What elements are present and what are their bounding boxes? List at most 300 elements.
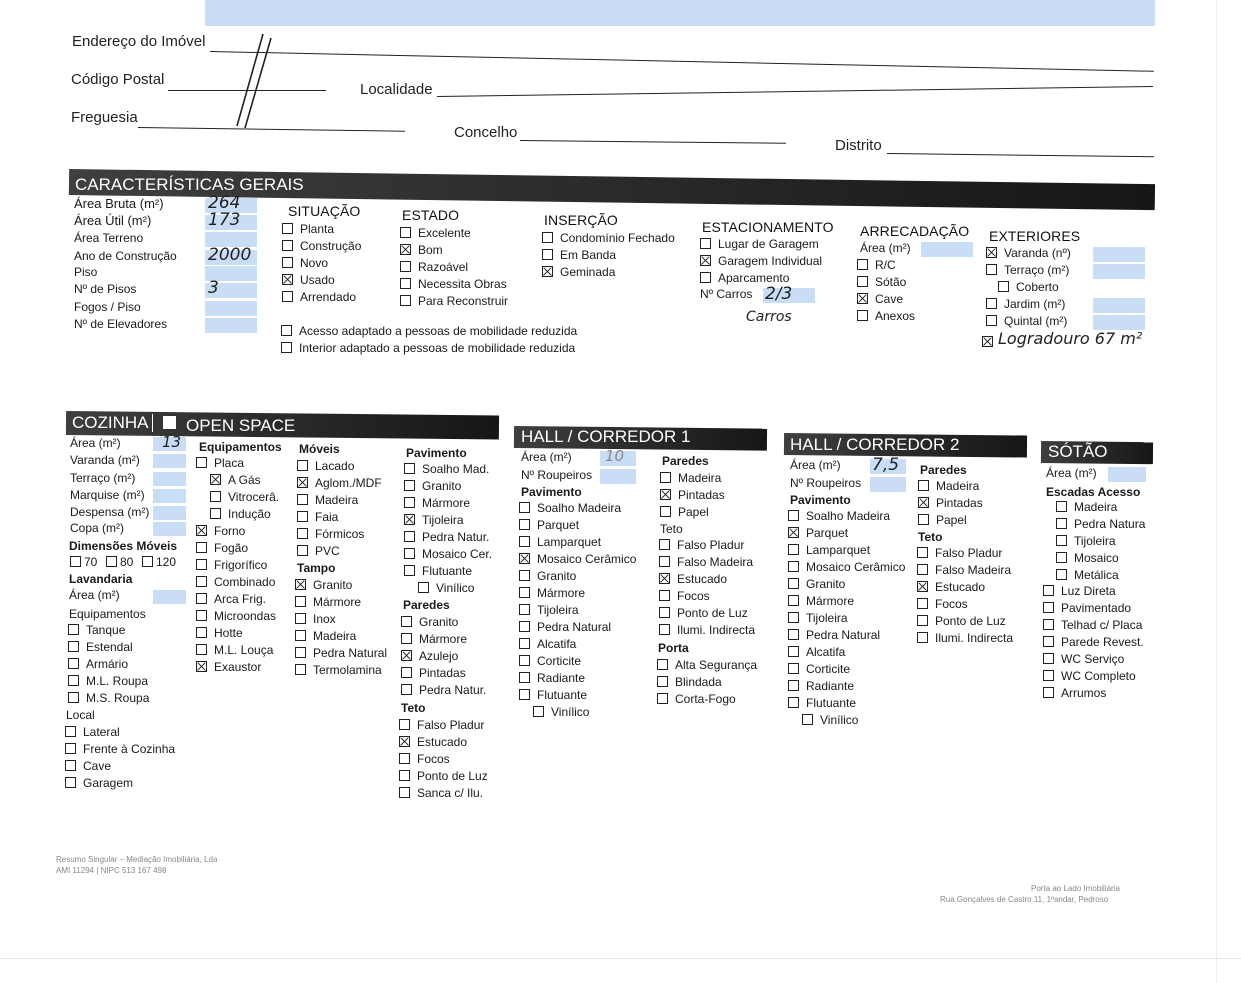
equipamentos-arca-frig-checkbox[interactable]: [196, 593, 207, 604]
sotao-telhad-c-placa-checkbox[interactable]: [1043, 619, 1054, 630]
field-area-util-m-value: 173: [208, 210, 241, 230]
situacao-arrendado-label: Arrendado: [300, 290, 357, 304]
hall1-roupeiros-input[interactable]: [600, 469, 636, 484]
hall2-pavimento-tijoleira-checkbox[interactable]: [788, 612, 799, 623]
hall2-teto-focos-checkbox[interactable]: [917, 598, 928, 609]
moveis-pvc-checkbox[interactable]: [297, 545, 308, 556]
estado-bom-checkbox[interactable]: [400, 244, 411, 255]
cozinha-paredes-azulejo-label: Azulejo: [419, 649, 459, 663]
hall2-pavimento-alcatifa-label: Alcatifa: [806, 645, 846, 659]
hall1-teto-falso-madeira-checkbox[interactable]: [659, 556, 670, 567]
hall1-pavimento-radiante-checkbox[interactable]: [519, 672, 530, 683]
exteriores-varanda-n-checkbox[interactable]: [986, 247, 997, 258]
sotao-parede-revest-checkbox[interactable]: [1043, 636, 1054, 647]
hall2-pavimento-radiante-label: Radiante: [806, 679, 855, 693]
lavandaria-equip-title: Equipamentos: [69, 607, 146, 621]
hall2-teto-ponto-de-luz-label: Ponto de Luz: [935, 614, 1006, 628]
arrecadacao-title: ARRECADAÇÃO: [860, 223, 970, 239]
hall1-pavimento-tijoleira-checkbox[interactable]: [519, 604, 530, 615]
tampo-termolamina-label: Termolamina: [313, 663, 382, 677]
hall1-porta-alta-seguranca-checkbox[interactable]: [657, 659, 668, 670]
arrecadacao-cave-label: Cave: [875, 292, 904, 306]
tampo-marmore-checkbox[interactable]: [295, 596, 306, 607]
cozinha-pavimento-pedra-natur-checkbox[interactable]: [404, 531, 415, 542]
hall2-roupeiros-input[interactable]: [870, 477, 906, 492]
cozinha-varanda-m-label: Varanda (m²): [70, 453, 140, 467]
cozinha-pavimento-vinilico-checkbox[interactable]: [418, 582, 429, 593]
hall1-pavimento-corticite-label: Corticite: [537, 654, 582, 668]
hall1-area-label: Área (m²): [521, 450, 572, 464]
hall1-teto-ilumi-indirecta-label: Ilumi. Indirecta: [677, 623, 756, 637]
hall2-pavimento-tijoleira-label: Tijoleira: [806, 611, 848, 625]
field-area-bruta-m-label: Área Bruta (m²): [74, 196, 164, 211]
situacao-construcao-label: Construção: [300, 239, 362, 253]
equipamentos-frigorifico-label: Frigorífico: [214, 558, 268, 572]
equipamentos-a-gas-label: A Gás: [228, 473, 261, 487]
arrecadacao-anexos-checkbox[interactable]: [857, 310, 868, 321]
hall1-pavimento-parquet-checkbox[interactable]: [519, 519, 530, 530]
acesso-1-checkbox[interactable]: [281, 342, 292, 353]
logradouro-checkbox[interactable]: [982, 336, 993, 347]
estado-excelente-label: Excelente: [418, 226, 471, 240]
equipamentos-hotte-checkbox[interactable]: [196, 627, 207, 638]
equipamentos-fogao-checkbox[interactable]: [196, 542, 207, 553]
hall2-paredes-pintadas-checkbox[interactable]: [918, 497, 929, 508]
sotao-telhad-c-placa-label: Telhad c/ Placa: [1061, 618, 1143, 632]
top-blue-band: [205, 0, 1155, 26]
hall2-pavimento-granito-checkbox[interactable]: [788, 578, 799, 589]
hall1-porta-corta-fogo-label: Corta-Fogo: [675, 692, 736, 706]
footer-ami: AMI 11294 | NIPC 513 167 498: [56, 866, 167, 875]
cozinha-paredes-pintadas-label: Pintadas: [419, 666, 466, 680]
sotao-arrumos-checkbox[interactable]: [1043, 687, 1054, 698]
escadas-pedra-natura-label: Pedra Natura: [1074, 517, 1146, 531]
hall1-porta-blindada-label: Blindada: [675, 675, 722, 689]
cozinha-pavimento-mosaico-cer-checkbox[interactable]: [404, 548, 415, 559]
hall2-pavimento-corticite-checkbox[interactable]: [788, 663, 799, 674]
situacao-planta-checkbox[interactable]: [282, 223, 293, 234]
sotao-pavimentado-label: Pavimentado: [1061, 601, 1132, 615]
moveis-faia-checkbox[interactable]: [297, 511, 308, 522]
lavandaria-area-input[interactable]: [153, 590, 186, 604]
equipamentos-a-gas-checkbox[interactable]: [210, 474, 221, 485]
lavandaria-m-l-roupa-checkbox[interactable]: [68, 675, 79, 686]
escadas-metalica-label: Metálica: [1074, 568, 1119, 582]
estacionamento-garagem-individual-label: Garagem Individual: [718, 254, 823, 268]
hall1-pavimento-mosaico-ceramico-checkbox[interactable]: [519, 553, 530, 564]
hall1-pavimento-alcatifa-checkbox[interactable]: [519, 638, 530, 649]
lavandaria-m-s-roupa-label: M.S. Roupa: [86, 691, 150, 705]
escadas-madeira-checkbox[interactable]: [1056, 501, 1067, 512]
cozinha-pavimento-granito-checkbox[interactable]: [404, 480, 415, 491]
equipamentos-m-l-louca-label: M.L. Louça: [214, 643, 274, 657]
situacao-novo-label: Novo: [300, 256, 329, 270]
equipamentos-exaustor-checkbox[interactable]: [196, 661, 207, 672]
handwritten-strike-marks: [225, 30, 275, 130]
hall1-teto-estucado-label: Estucado: [677, 572, 728, 586]
cozinha-terraco-m-input[interactable]: [153, 472, 186, 486]
open-space-label: OPEN SPACE: [186, 416, 296, 435]
hall2-paredes-madeira-label: Madeira: [936, 479, 980, 493]
hall1-teto-ilumi-indirecta-checkbox[interactable]: [659, 624, 670, 635]
situacao-novo-checkbox[interactable]: [282, 257, 293, 268]
cozinha-paredes-pintadas-checkbox[interactable]: [401, 667, 412, 678]
cozinha-teto-falso-pladur-label: Falso Pladur: [417, 718, 485, 732]
situacao-construcao-checkbox[interactable]: [282, 240, 293, 251]
insercao-em-banda-checkbox[interactable]: [542, 249, 553, 260]
cozinha-despensa-m-input[interactable]: [153, 506, 186, 520]
local-title: Local: [66, 708, 95, 722]
hall1-pavimento-vinilico-checkbox[interactable]: [533, 706, 544, 717]
hall1-pavimento-lamparquet-checkbox[interactable]: [519, 536, 530, 547]
equipamentos-combinado-checkbox[interactable]: [196, 576, 207, 587]
tampo-madeira-checkbox[interactable]: [295, 630, 306, 641]
hall1-paredes-pintadas-checkbox[interactable]: [660, 489, 671, 500]
equipamentos-fogao-label: Fogão: [214, 541, 249, 555]
cozinha-paredes-azulejo-checkbox[interactable]: [401, 650, 412, 661]
estado-excelente-checkbox[interactable]: [400, 227, 411, 238]
sotao-luz-direta-checkbox[interactable]: [1043, 585, 1054, 596]
sotao-pavimentado-checkbox[interactable]: [1043, 602, 1054, 613]
hall2-pavimento-alcatifa-checkbox[interactable]: [788, 646, 799, 657]
hall1-teto-falso-pladur-checkbox[interactable]: [659, 539, 670, 550]
cozinha-varanda-m-input[interactable]: [153, 454, 186, 468]
estado-para-reconstruir-checkbox[interactable]: [400, 295, 411, 306]
equipamentos-vitrocera-checkbox[interactable]: [210, 491, 221, 502]
right-edge-shadow: [1216, 0, 1217, 983]
field-piso-label: Piso: [74, 265, 98, 279]
hall2-paredes-title: Paredes: [920, 463, 967, 477]
sotao-wc-completo-checkbox[interactable]: [1043, 670, 1054, 681]
cozinha-paredes-marmore-checkbox[interactable]: [401, 633, 412, 644]
hall2-teto-ponto-de-luz-checkbox[interactable]: [917, 615, 928, 626]
hall2-pavimento-marmore-label: Mármore: [806, 594, 855, 608]
arrecadacao-r-c-checkbox[interactable]: [857, 259, 868, 270]
equipamentos-placa-label: Placa: [214, 456, 245, 470]
local-cave-checkbox[interactable]: [65, 760, 76, 771]
hall2-paredes-papel-checkbox[interactable]: [918, 514, 929, 525]
hall2-pavimento-marmore-checkbox[interactable]: [788, 595, 799, 606]
arrecadacao-cave-checkbox[interactable]: [857, 293, 868, 304]
situacao-usado-label: Usado: [300, 273, 335, 287]
hall1-porta-corta-fogo-checkbox[interactable]: [657, 693, 668, 704]
field-n-de-elevadores-input[interactable]: [205, 318, 257, 333]
exteriores-terraco-m-input[interactable]: [1093, 264, 1145, 279]
moveis-madeira-label: Madeira: [315, 493, 359, 507]
dimensoes-80-checkbox[interactable]: [106, 556, 117, 567]
estado-necessita-obras-checkbox[interactable]: [400, 278, 411, 289]
hall2-pavimento-soalho-madeira-label: Soalho Madeira: [806, 509, 891, 523]
hall1-teto-title: Teto: [660, 522, 683, 536]
insercao-condominio-fechado-checkbox[interactable]: [542, 232, 553, 243]
hall1-paredes-pintadas-label: Pintadas: [678, 488, 725, 502]
exteriores-jardim-m-input[interactable]: [1093, 298, 1145, 313]
equipamentos-placa-checkbox[interactable]: [196, 457, 207, 468]
situacao-usado-checkbox[interactable]: [282, 274, 293, 285]
moveis-pvc-label: PVC: [315, 544, 340, 558]
hall1-pavimento-lamparquet-label: Lamparquet: [537, 535, 602, 549]
exteriores-jardim-m-checkbox[interactable]: [986, 298, 997, 309]
equipamentos-forno-checkbox[interactable]: [196, 525, 207, 536]
local-garagem-checkbox[interactable]: [65, 777, 76, 788]
field-ano-de-construcao-label: Ano de Construção: [74, 249, 177, 263]
hall1-pavimento-flutuante-checkbox[interactable]: [519, 689, 530, 700]
escadas-tijoleira-checkbox[interactable]: [1056, 535, 1067, 546]
moveis-formicos-checkbox[interactable]: [297, 528, 308, 539]
field-ano-de-construcao-value: 2000: [208, 245, 252, 265]
lavandaria-tanque-label: Tanque: [86, 623, 126, 637]
cozinha-paredes-granito-label: Granito: [419, 615, 459, 629]
lavandaria-m-s-roupa-checkbox[interactable]: [68, 692, 79, 703]
exteriores-terraco-m-label: Terraço (m²): [1004, 263, 1070, 277]
hall2-pavimento-vinilico-checkbox[interactable]: [802, 714, 813, 725]
sotao-area-label: Área (m²): [1046, 466, 1097, 480]
exteriores-quintal-m-checkbox[interactable]: [986, 315, 997, 326]
hall1-pavimento-pedra-natural-checkbox[interactable]: [519, 621, 530, 632]
escadas-madeira-label: Madeira: [1074, 500, 1118, 514]
hall2-area-label: Área (m²): [790, 458, 841, 472]
cozinha-teto-sanca-c-ilu-checkbox[interactable]: [399, 787, 410, 798]
hall1-pavimento-marmore-checkbox[interactable]: [519, 587, 530, 598]
equipamentos-inducao-checkbox[interactable]: [210, 508, 221, 519]
localidade-line[interactable]: [437, 86, 1153, 97]
hall1-teto-falso-madeira-label: Falso Madeira: [677, 555, 754, 569]
exteriores-quintal-m-input[interactable]: [1093, 315, 1145, 330]
sotao-area-input[interactable]: [1108, 467, 1146, 482]
cozinha-paredes-pedra-natur-label: Pedra Natur.: [419, 683, 487, 697]
tampo-inox-checkbox[interactable]: [295, 613, 306, 624]
field-fogos-piso-label: Fogos / Piso: [74, 300, 141, 314]
lavandaria-tanque-checkbox[interactable]: [68, 624, 79, 635]
equipamentos-frigorifico-checkbox[interactable]: [196, 559, 207, 570]
hall2-teto-ilumi-indirecta-label: Ilumi. Indirecta: [935, 631, 1014, 645]
exteriores-coberto-checkbox[interactable]: [998, 281, 1009, 292]
bottom-edge-shadow: [0, 958, 1241, 959]
field-fogos-piso-input[interactable]: [205, 301, 257, 316]
tampo-title: Tampo: [297, 561, 336, 575]
hall2-pavimento-pedra-natural-label: Pedra Natural: [806, 628, 881, 642]
estacionamento-aparcamento-label: Aparcamento: [718, 271, 790, 285]
hall2-pavimento-mosaico-ceramico-label: Mosaico Cerâmico: [806, 560, 906, 574]
open-space-checkbox[interactable]: [163, 416, 176, 429]
escadas-mosaico-checkbox[interactable]: [1056, 552, 1067, 563]
hall2-pavimento-vinilico-label: Vinílico: [820, 713, 859, 727]
cozinha-paredes-pedra-natur-checkbox[interactable]: [401, 684, 412, 695]
hall1-porta-blindada-checkbox[interactable]: [657, 676, 668, 687]
hall1-title: HALL / CORREDOR 1: [521, 427, 691, 446]
estado-para-reconstruir-label: Para Reconstruir: [418, 294, 509, 308]
hall2-paredes-madeira-checkbox[interactable]: [918, 480, 929, 491]
sotao-luz-direta-label: Luz Direta: [1061, 584, 1116, 598]
moveis-madeira-checkbox[interactable]: [297, 494, 308, 505]
moveis-formicos-label: Fórmicos: [315, 527, 365, 541]
dimensoes-title: Dimensões Móveis: [69, 539, 178, 553]
hall2-pavimento-parquet-checkbox[interactable]: [788, 527, 799, 538]
hall2-pavimento-soalho-madeira-checkbox[interactable]: [788, 510, 799, 521]
cozinha-pavimento-title: Pavimento: [406, 446, 467, 460]
escadas-metalica-checkbox[interactable]: [1056, 569, 1067, 580]
exteriores-coberto-label: Coberto: [1016, 280, 1059, 294]
cozinha-pavimento-flutuante-checkbox[interactable]: [404, 565, 415, 576]
exteriores-title: EXTERIORES: [989, 228, 1081, 244]
arrecadacao-sotao-checkbox[interactable]: [857, 276, 868, 287]
tampo-madeira-label: Madeira: [313, 629, 357, 643]
cozinha-marquise-m-input[interactable]: [153, 489, 186, 503]
estado-razoavel-checkbox[interactable]: [400, 261, 411, 272]
sotao-parede-revest-label: Parede Revest.: [1061, 635, 1144, 649]
hall1-paredes-madeira-checkbox[interactable]: [660, 472, 671, 483]
hall1-pavimento-corticite-checkbox[interactable]: [519, 655, 530, 666]
local-lateral-checkbox[interactable]: [65, 726, 76, 737]
equipamentos-combinado-label: Combinado: [214, 575, 276, 589]
hall1-teto-falso-pladur-label: Falso Pladur: [677, 538, 745, 552]
equipamentos-hotte-label: Hotte: [214, 626, 243, 640]
estacionamento-garagem-individual-checkbox[interactable]: [700, 255, 711, 266]
tampo-granito-checkbox[interactable]: [295, 579, 306, 590]
arrecadacao-sotao-label: Sótão: [875, 275, 907, 289]
hall2-teto-estucado-checkbox[interactable]: [917, 581, 928, 592]
arrecadacao-area-input[interactable]: [921, 242, 973, 257]
distrito-line[interactable]: [887, 153, 1154, 157]
estado-bom-label: Bom: [418, 243, 443, 257]
sotao-wc-servico-checkbox[interactable]: [1043, 653, 1054, 664]
equipamentos-m-l-louca-checkbox[interactable]: [196, 644, 207, 655]
concelho-line[interactable]: [520, 140, 786, 144]
hall1-pavimento-granito-label: Granito: [537, 569, 577, 583]
hall2-teto-falso-madeira-checkbox[interactable]: [917, 564, 928, 575]
hall2-roupeiros-label: Nº Roupeiros: [790, 476, 862, 490]
footer-company: Resumo Singular – Mediação Imobiliária, Lda: [56, 855, 218, 864]
tampo-inox-label: Inox: [313, 612, 336, 626]
estacionamento-aparcamento-checkbox[interactable]: [700, 272, 711, 283]
equipamentos-microondas-checkbox[interactable]: [196, 610, 207, 621]
concelho-label: Concelho: [454, 124, 518, 141]
hall1-pavimento-title: Pavimento: [521, 485, 582, 499]
hall2-teto-falso-pladur-checkbox[interactable]: [917, 547, 928, 558]
hall1-pavimento-mosaico-ceramico-label: Mosaico Cerâmico: [537, 552, 637, 566]
escadas-mosaico-label: Mosaico: [1074, 551, 1119, 565]
hall1-paredes-madeira-label: Madeira: [678, 471, 722, 485]
arrecadacao-area-label: Área (m²): [860, 241, 911, 255]
footer-address: Rua Gonçalves de Castro 11, 1ºandar, Pedroso: [940, 895, 1109, 904]
escadas-pedra-natura-checkbox[interactable]: [1056, 518, 1067, 529]
lavandaria-estendal-checkbox[interactable]: [68, 641, 79, 652]
hall1-teto-ponto-de-luz-label: Ponto de Luz: [677, 606, 748, 620]
cozinha-pavimento-tijoleira-checkbox[interactable]: [404, 514, 415, 525]
acesso-0-checkbox[interactable]: [281, 325, 292, 336]
cozinha-pavimento-soalho-mad-checkbox[interactable]: [404, 463, 415, 474]
estado-necessita-obras-label: Necessita Obras: [418, 277, 507, 291]
local-cave-label: Cave: [83, 759, 112, 773]
hall1-pavimento-radiante-label: Radiante: [537, 671, 586, 685]
hall2-teto-ilumi-indirecta-checkbox[interactable]: [917, 632, 928, 643]
localidade-label: Localidade: [360, 81, 433, 98]
endereco-line[interactable]: [210, 51, 1154, 72]
sotao-wc-servico-label: WC Serviço: [1061, 652, 1125, 666]
cozinha-copa-m-label: Copa (m²): [70, 521, 125, 535]
hall1-paredes-title: Paredes: [662, 454, 709, 468]
hall2-pavimento-parquet-label: Parquet: [806, 526, 849, 540]
arrecadacao-r-c-label: R/C: [875, 258, 896, 272]
cozinha-terraco-m-label: Terraço (m²): [70, 471, 136, 485]
hall2-pavimento-mosaico-ceramico-checkbox[interactable]: [788, 561, 799, 572]
moveis-lacado-label: Lacado: [315, 459, 355, 473]
estacionamento-lugar-de-garagem-checkbox[interactable]: [700, 238, 711, 249]
cozinha-paredes-granito-checkbox[interactable]: [401, 616, 412, 627]
dimensoes-70-checkbox[interactable]: [70, 556, 81, 567]
exteriores-varanda-n-label: Varanda (nº): [1004, 246, 1071, 260]
moveis-aglom-mdf-checkbox[interactable]: [297, 477, 308, 488]
hall1-paredes-papel-checkbox[interactable]: [660, 506, 671, 517]
hall2-pavimento-corticite-label: Corticite: [806, 662, 851, 676]
field-n-de-elevadores-label: Nº de Elevadores: [74, 317, 168, 331]
hall2-pavimento-granito-label: Granito: [806, 577, 846, 591]
dimensoes-120-checkbox[interactable]: [142, 556, 153, 567]
freguesia-label: Freguesia: [71, 109, 138, 126]
cozinha-despensa-m-label: Despensa (m²): [70, 505, 150, 519]
hall2-pavimento-radiante-checkbox[interactable]: [788, 680, 799, 691]
hall1-teto-estucado-checkbox[interactable]: [659, 573, 670, 584]
cozinha-copa-m-input[interactable]: [153, 522, 186, 536]
exteriores-jardim-m-label: Jardim (m²): [1004, 297, 1066, 311]
exteriores-terraco-m-checkbox[interactable]: [986, 264, 997, 275]
hall2-pavimento-lamparquet-checkbox[interactable]: [788, 544, 799, 555]
tampo-termolamina-checkbox[interactable]: [295, 664, 306, 675]
escadas-title: Escadas Acesso: [1046, 485, 1141, 499]
hall2-pavimento-title: Pavimento: [790, 493, 851, 507]
tampo-pedra-natural-checkbox[interactable]: [295, 647, 306, 658]
hall2-title: HALL / CORREDOR 2: [790, 435, 960, 454]
cozinha-teto-title: Teto: [401, 701, 426, 715]
cozinha-teto-estucado-checkbox[interactable]: [399, 736, 410, 747]
cozinha-paredes-title: Paredes: [403, 598, 450, 612]
cozinha-pavimento-flutuante-label: Flutuante: [422, 564, 473, 578]
hall1-pavimento-soalho-madeira-checkbox[interactable]: [519, 502, 530, 513]
hall1-teto-ponto-de-luz-checkbox[interactable]: [659, 607, 670, 618]
moveis-lacado-checkbox[interactable]: [297, 460, 308, 471]
equipamentos-title: Equipamentos: [199, 440, 282, 454]
equipamentos-inducao-label: Indução: [228, 507, 271, 521]
situacao-arrendado-checkbox[interactable]: [282, 291, 293, 302]
hall2-teto-estucado-label: Estucado: [935, 580, 986, 594]
insercao-condominio-fechado-label: Condomínio Fechado: [560, 231, 675, 245]
insercao-geminada-checkbox[interactable]: [542, 266, 553, 277]
insercao-title: INSERÇÃO: [544, 212, 618, 228]
cozinha-teto-ponto-de-luz-checkbox[interactable]: [399, 770, 410, 781]
exteriores-varanda-n-input[interactable]: [1093, 247, 1145, 262]
hall2-pavimento-flutuante-checkbox[interactable]: [788, 697, 799, 708]
hall2-pavimento-flutuante-label: Flutuante: [806, 696, 857, 710]
distrito-label: Distrito: [835, 137, 882, 154]
cozinha-teto-falso-pladur-checkbox[interactable]: [399, 719, 410, 730]
situacao-planta-label: Planta: [300, 222, 335, 236]
lavandaria-armario-checkbox[interactable]: [68, 658, 79, 669]
local-frente-a-cozinha-checkbox[interactable]: [65, 743, 76, 754]
field-n-de-pisos-label: Nº de Pisos: [74, 282, 137, 296]
hall2-area-value: 7,5: [872, 455, 900, 475]
hall2-teto-falso-madeira-label: Falso Madeira: [935, 563, 1012, 577]
cozinha-pavimento-marmore-checkbox[interactable]: [404, 497, 415, 508]
local-lateral-label: Lateral: [83, 725, 120, 739]
cozinha-teto-focos-checkbox[interactable]: [399, 753, 410, 764]
hall1-pavimento-granito-checkbox[interactable]: [519, 570, 530, 581]
hall1-teto-focos-checkbox[interactable]: [659, 590, 670, 601]
lavandaria-area-label: Área (m²): [69, 588, 120, 602]
lavandaria-title: Lavandaria: [69, 572, 133, 586]
tampo-granito-label: Granito: [313, 578, 353, 592]
sotao-title: SÓTÃO: [1048, 442, 1108, 461]
hall2-pavimento-pedra-natural-checkbox[interactable]: [788, 629, 799, 640]
